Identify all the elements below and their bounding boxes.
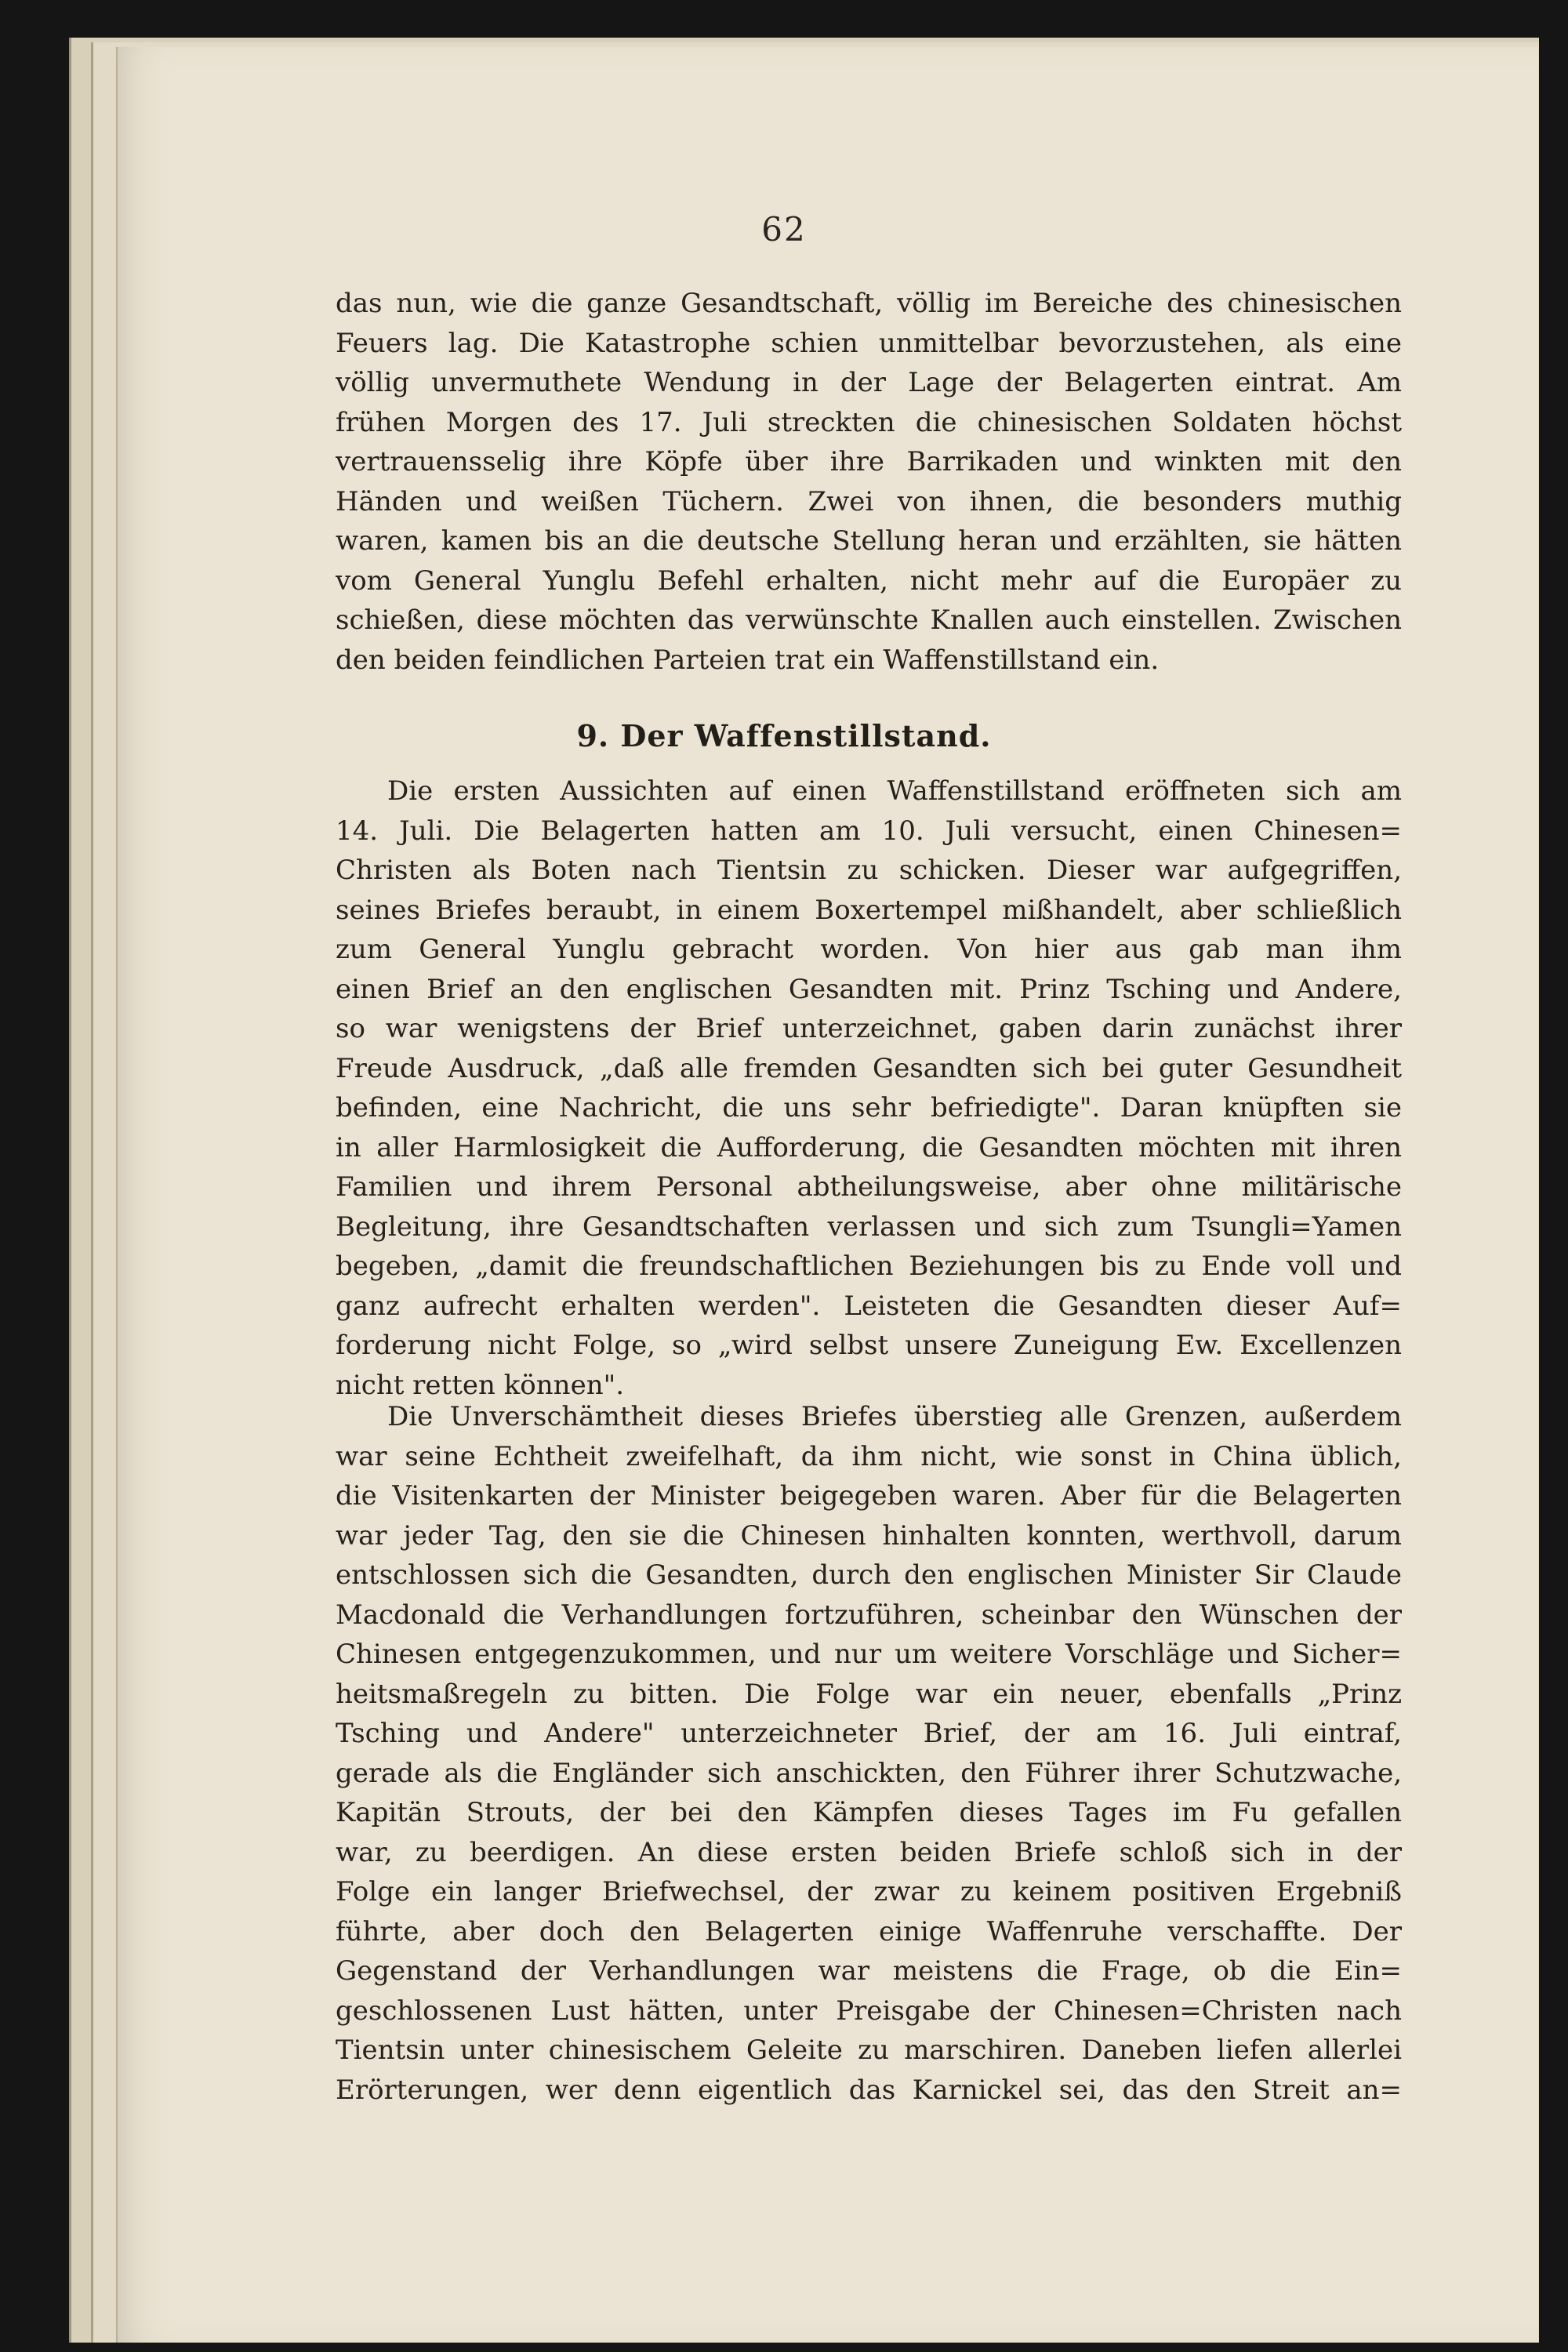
text-line: forderung nicht Folge, so „wird selbst unsere Zuneigung Ew. Excellenzen — [336, 1330, 1402, 1361]
paragraph-2 — [336, 771, 1402, 1405]
text-line: befinden, eine Nachricht, die uns sehr befriedigte". Daran knüpften sie — [336, 1092, 1402, 1123]
text-line: Kapitän Strouts, der bei den Kämpfen dieses Tages im Fu gefallen — [336, 1797, 1402, 1828]
paragraph-3 — [336, 1397, 1402, 2110]
text-line: gerade als die Engländer sich anschickten, den Führer ihrer Schutzwache, — [336, 1757, 1402, 1789]
text-line: Händen und weißen Tüchern. Zwei von ihnen, die besonders muthig — [336, 485, 1402, 517]
text-line: nicht retten können". — [336, 1369, 625, 1401]
text-line: Tsching und Andere" unterzeichneter Brief, der am 16. Juli eintraf, — [336, 1718, 1402, 1749]
text-line: war seine Echtheit zweifelhaft, da ihm nicht, wie sonst in China üblich, — [336, 1440, 1402, 1472]
text-line: in aller Harmlosigkeit die Aufforderung, die Gesandten möchten mit ihren — [336, 1131, 1402, 1163]
text-line: völlig unvermuthete Wendung in der Lage der Belagerten eintrat. Am — [336, 367, 1402, 398]
text-line: Familien und ihrem Personal abtheilungsweise, aber ohne militärische — [336, 1171, 1402, 1203]
text-line: vertrauensselig ihre Köpfe über ihre Barrikaden und winkten mit den — [336, 446, 1402, 477]
text-line: 14. Juli. Die Belagerten hatten am 10. Juli versucht, einen Chinesen= — [336, 815, 1402, 847]
text-line: Die ersten Aussichten auf einen Waffenstillstand eröffneten sich am — [387, 775, 1402, 807]
text-line: frühen Morgen des 17. Juli streckten die chinesischen Soldaten höchst — [336, 406, 1402, 438]
page-number: 62 — [761, 210, 807, 249]
paragraph-intro — [336, 284, 1402, 680]
text-line: heitsmaßregeln zu bitten. Die Folge war ein neuer, ebenfalls „Prinz — [336, 1678, 1402, 1710]
text-line: Erörterungen, wer denn eigentlich das Karnickel sei, das den Streit an= — [336, 2074, 1402, 2106]
text-line: schießen, diese möchten das verwünschte Knallen auch einstellen. Zwischen — [336, 604, 1402, 636]
text-line: Gegenstand der Verhandlungen war meistens die Frage, ob die Ein= — [336, 1955, 1402, 1987]
text-line: einen Brief an den englischen Gesandten mit. Prinz Tsching und Andere, — [336, 973, 1402, 1005]
text-line: das nun, wie die ganze Gesandtschaft, völlig im Bereiche des chinesischen — [336, 288, 1402, 319]
text-line: Chinesen entgegenzukommen, und nur um weitere Vorschläge und Sicher= — [336, 1639, 1402, 1670]
text-line: Die Unverschämtheit dieses Briefes überstieg alle Grenzen, außerdem — [387, 1401, 1402, 1432]
text-line: Folge ein langer Briefwechsel, der zwar zu keinem positiven Ergebniß — [336, 1876, 1402, 1907]
text-line: Macdonald die Verhandlungen fortzuführen, scheinbar den Wünschen der — [336, 1599, 1402, 1631]
text-line: die Visitenkarten der Minister beigegeben waren. Aber für die Belagerten — [336, 1480, 1402, 1512]
text-line: war jeder Tag, den sie die Chinesen hinhalten konnten, werthvoll, darum — [336, 1519, 1402, 1552]
text-line: war, zu beerdigen. An diese ersten beiden Briefe schloß sich in der — [336, 1836, 1402, 1868]
text-line: Tientsin unter chinesischem Geleite zu marschiren. Daneben liefen allerlei — [336, 2034, 1402, 2066]
text-line: ganz aufrecht erhalten werden". Leisteten die Gesandten dieser Auf= — [336, 1290, 1402, 1322]
text-line: Freude Ausdruck, „daß alle fremden Gesandten sich bei guter Gesundheit — [336, 1052, 1402, 1084]
text-line: geschlossenen Lust hätten, unter Preisgabe der Chinesen=Christen nach — [336, 1994, 1402, 2027]
text-line: Begleitung, ihre Gesandtschaften verlassen und sich zum Tsungli=Yamen — [336, 1210, 1402, 1243]
section-heading: 9. Der Waffenstillstand. — [576, 718, 992, 753]
text-line: den beiden feindlichen Parteien trat ein Waffenstillstand ein. — [336, 644, 1160, 676]
text-line: zum General Yunglu gebracht worden. Von hier aus gab man ihm — [336, 934, 1402, 965]
text-line: so war wenigstens der Brief unterzeichnet, gaben darin zunächst ihrer — [336, 1013, 1402, 1044]
text-line: Feuers lag. Die Katastrophe schien unmittelbar bevorzustehen, als eine — [336, 327, 1402, 359]
text-line: waren, kamen bis an die deutsche Stellung heran und erzählten, sie hätten — [336, 525, 1402, 557]
text-line: Christen als Boten nach Tientsin zu schicken. Dieser war aufgegriffen, — [336, 855, 1402, 886]
text-line: begeben, „damit die freundschaftlichen Beziehungen bis zu Ende voll und — [336, 1250, 1402, 1282]
text-line: entschlossen sich die Gesandten, durch den englischen Minister Sir Claude — [336, 1559, 1402, 1591]
text-line: vom General Yunglu Befehl erhalten, nicht mehr auf die Europäer zu — [336, 564, 1402, 597]
text-line: seines Briefes beraubt, in einem Boxertempel mißhandelt, aber schließlich — [336, 894, 1402, 926]
text-line: führte, aber doch den Belagerten einige Waffenruhe verschaffte. Der — [336, 1915, 1402, 1947]
